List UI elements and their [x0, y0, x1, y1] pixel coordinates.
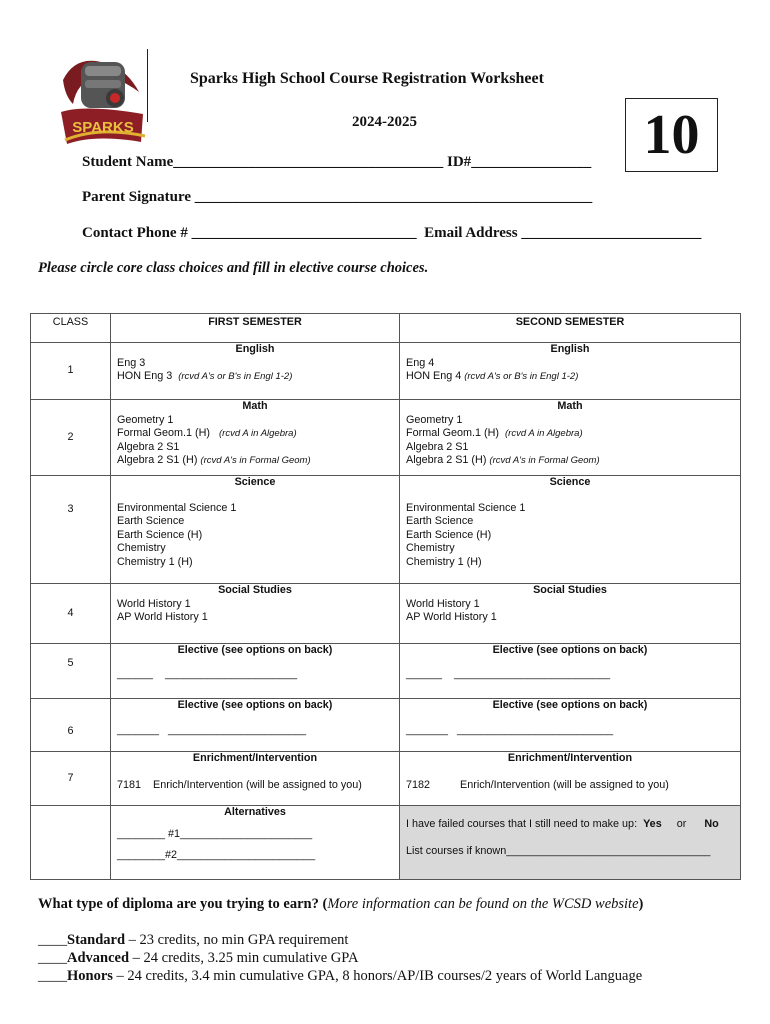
course-note: (rcvd A's in Formal Geom)	[200, 455, 311, 467]
second-semester-cell[interactable]	[400, 476, 741, 584]
course-option[interactable]: AP World History 1	[117, 611, 208, 624]
first-semester-cell[interactable]	[111, 699, 400, 752]
second-semester-cell[interactable]	[400, 644, 741, 699]
failed-question-text: I have failed courses that I still need to make up:	[406, 818, 638, 830]
student-name-label: Student Name	[82, 154, 174, 170]
no-option[interactable]: No	[704, 818, 719, 830]
option-name: Honors	[67, 968, 113, 984]
class-number: 5	[31, 644, 111, 699]
id-blank[interactable]: ________________	[471, 154, 592, 170]
table-row	[31, 584, 741, 644]
elective-blank[interactable]: _______ __________________________	[406, 723, 614, 736]
instructions: Please circle core class choices and fill in elective course choices.	[38, 260, 429, 276]
subject-heading: Enrichment/Intervention	[192, 752, 318, 764]
second-semester-cell[interactable]	[400, 699, 741, 752]
course-option[interactable]	[117, 370, 393, 384]
email-label: Email Address	[424, 225, 518, 241]
subject-heading: Elective (see options on back)	[177, 699, 333, 711]
parent-signature-row[interactable]	[82, 189, 592, 206]
course-code: 7181	[117, 778, 142, 791]
parent-signature-label: Parent Signature	[82, 189, 192, 205]
course-name: HON Eng 4	[406, 370, 462, 383]
course-option[interactable]: AP World History 1	[406, 611, 497, 624]
course-name: Formal Geom.1 (H)	[406, 427, 499, 440]
option-blank[interactable]: ____	[38, 968, 67, 984]
course-option[interactable]: Chemistry	[117, 542, 166, 555]
class-number: 4	[31, 584, 111, 644]
option-desc: – 24 credits, 3.4 min cumulative GPA, 8 honors/AP/IB courses/2 years of World Language	[116, 968, 643, 984]
diploma-option-honors[interactable]	[38, 968, 642, 985]
failed-courses-cell[interactable]	[400, 806, 741, 880]
page-title: Sparks High School Course Registration Worksheet	[190, 70, 544, 87]
course-code: 7182	[406, 778, 431, 791]
option-blank[interactable]: ____	[38, 950, 67, 966]
table-row	[31, 752, 741, 806]
course-name: Enrich/Intervention (will be assigned to you)	[153, 778, 362, 791]
course-name: Algebra 2 S1 (H)	[406, 454, 487, 467]
schedule-table	[30, 313, 741, 880]
first-semester-cell[interactable]	[111, 343, 400, 400]
course-option[interactable]: World History 1	[406, 597, 480, 610]
subject-heading: English	[550, 343, 590, 355]
diploma-question: What type of diploma are you trying to earn? (More information can be found on the WCSD website)	[38, 896, 644, 912]
contact-phone-blank[interactable]: ______________________________	[191, 225, 417, 241]
course-option[interactable]: Chemistry 1 (H)	[406, 555, 482, 568]
first-semester-cell	[111, 752, 400, 806]
subject-heading: Science	[549, 476, 591, 488]
course-option	[117, 779, 393, 793]
contact-row[interactable]	[82, 225, 701, 242]
course-option[interactable]: Earth Science	[406, 515, 474, 528]
subject-heading: English	[235, 343, 275, 355]
second-semester-cell	[400, 752, 741, 806]
course-option[interactable]: Eng 3	[117, 356, 146, 369]
option-blank[interactable]: ____	[38, 932, 67, 948]
table-row	[31, 476, 741, 584]
option-name: Advanced	[67, 950, 130, 966]
elective-blank[interactable]: ______ __________________________	[406, 667, 611, 680]
course-option[interactable]: Eng 4	[406, 356, 435, 369]
course-option	[406, 779, 734, 793]
second-semester-cell[interactable]	[400, 584, 741, 644]
course-option[interactable]: World History 1	[117, 597, 191, 610]
course-option[interactable]: Earth Science (H)	[406, 528, 492, 541]
course-option[interactable]: Environmental Science 1	[406, 501, 526, 514]
alternative-2-blank[interactable]: ________#2_______________________	[117, 849, 316, 862]
course-name: Algebra 2 S1 (H)	[117, 454, 198, 467]
course-option[interactable]: Chemistry 1 (H)	[117, 555, 193, 568]
or-text: or	[676, 818, 687, 830]
course-option[interactable]: Geometry 1	[406, 413, 463, 426]
contact-phone-label: Contact Phone #	[82, 225, 188, 241]
course-option[interactable]: Algebra 2 S1	[117, 440, 180, 453]
course-option[interactable]: Earth Science (H)	[117, 528, 203, 541]
alternatives-row	[31, 806, 741, 880]
alternatives-cell[interactable]	[111, 806, 400, 880]
table-row	[31, 400, 741, 476]
diploma-option-advanced[interactable]	[38, 950, 358, 967]
course-name: Enrich/Intervention (will be assigned to you)	[460, 778, 669, 791]
header-divider	[147, 49, 148, 122]
course-note: (rcvd A's in Formal Geom)	[489, 455, 600, 467]
diploma-question-text: What type of diploma are you trying to earn?	[38, 896, 319, 912]
class-number: 1	[31, 343, 111, 400]
table-row	[31, 644, 741, 699]
school-year: 2024-2025	[352, 114, 417, 130]
school-logo	[55, 52, 147, 150]
course-option[interactable]	[406, 370, 734, 384]
table-row	[31, 343, 741, 400]
course-option[interactable]: Algebra 2 S1	[406, 440, 469, 453]
course-option[interactable]	[406, 427, 734, 441]
alternatives-heading: Alternatives	[224, 806, 286, 818]
email-blank[interactable]: ________________________	[521, 225, 702, 241]
failed-courses-question	[406, 818, 734, 832]
course-note: (rcvd A in Algebra)	[505, 428, 583, 440]
course-name: HON Eng 3	[117, 370, 173, 383]
course-option[interactable]	[117, 454, 393, 468]
course-note: (rcvd A in Algebra)	[219, 428, 297, 440]
subject-heading: Elective (see options on back)	[492, 644, 648, 656]
subject-heading: Social Studies	[218, 584, 292, 596]
subject-heading: Elective (see options on back)	[177, 644, 333, 656]
empty-class-cell	[31, 806, 111, 880]
elective-blank[interactable]: _______ _______________________	[117, 723, 307, 736]
option-name: Standard	[67, 932, 126, 948]
class-number: 6	[31, 699, 111, 752]
parent-signature-blank[interactable]: _____________________________________________________	[194, 189, 593, 205]
col-second-header: SECOND SEMESTER	[400, 314, 741, 343]
course-option[interactable]	[406, 454, 734, 468]
course-option[interactable]: Environmental Science 1	[117, 501, 237, 514]
failed-courses-list-blank[interactable]: List courses if known__________________________________	[406, 844, 711, 857]
subject-heading: Elective (see options on back)	[492, 699, 648, 711]
col-class-header: CLASS	[31, 314, 111, 343]
elective-blank[interactable]: ______ ______________________	[117, 667, 298, 680]
class-number: 3	[31, 476, 111, 584]
course-note: (rcvd A's or B's in Engl 1-2)	[178, 371, 293, 383]
col-first-header: FIRST SEMESTER	[111, 314, 400, 343]
alternative-1-blank[interactable]: ________ #1______________________	[117, 827, 313, 840]
student-name-blank[interactable]: ____________________________________	[173, 154, 444, 170]
course-option[interactable]: Geometry 1	[117, 413, 174, 426]
first-semester-cell[interactable]	[111, 644, 400, 699]
first-semester-cell[interactable]	[111, 584, 400, 644]
course-name: Formal Geom.1 (H)	[117, 427, 210, 440]
option-desc: – 23 credits, no min GPA requirement	[128, 932, 349, 948]
id-label: ID#	[447, 154, 472, 170]
diploma-option-standard[interactable]	[38, 932, 348, 949]
class-number: 2	[31, 400, 111, 476]
subject-heading: Math	[557, 400, 583, 412]
course-option[interactable]: Chemistry	[406, 542, 455, 555]
diploma-note: More information can be found on the WCSD website	[327, 896, 639, 912]
course-option[interactable]: Earth Science	[117, 515, 185, 528]
second-semester-cell[interactable]	[400, 400, 741, 476]
subject-heading: Math	[242, 400, 268, 412]
subject-heading: Enrichment/Intervention	[507, 752, 633, 764]
subject-heading: Social Studies	[533, 584, 607, 596]
grade-box: 10	[625, 98, 718, 172]
course-note: (rcvd A's or B's in Engl 1-2)	[464, 371, 579, 383]
first-semester-cell[interactable]	[111, 476, 400, 584]
student-name-row[interactable]	[82, 154, 591, 171]
course-option[interactable]	[117, 427, 393, 441]
option-desc: – 24 credits, 3.25 min cumulative GPA	[132, 950, 359, 966]
table-header-row	[31, 314, 741, 343]
subject-heading: Science	[234, 476, 276, 488]
yes-option[interactable]: Yes	[643, 818, 662, 830]
second-semester-cell[interactable]	[400, 343, 741, 400]
first-semester-cell[interactable]	[111, 400, 400, 476]
table-row	[31, 699, 741, 752]
logo-text: SPARKS	[72, 119, 134, 136]
class-number: 7	[31, 752, 111, 806]
